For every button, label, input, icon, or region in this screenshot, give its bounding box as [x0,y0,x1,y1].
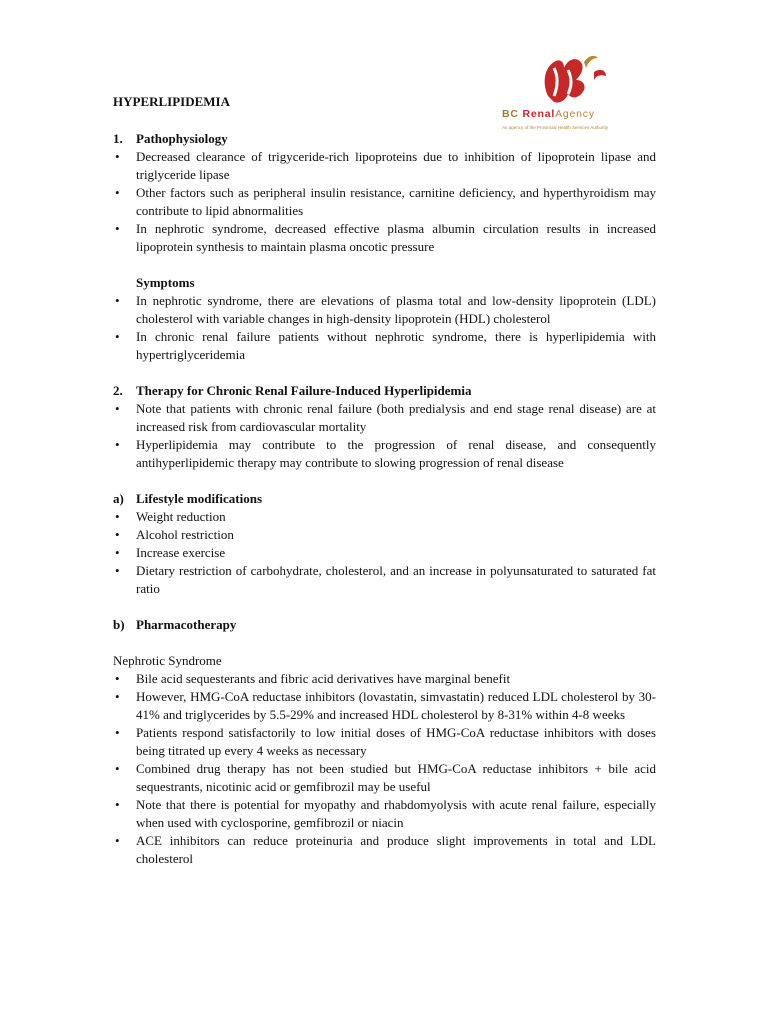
logo-tagline: An agency of the Provincial Health Services Authority [502,125,609,130]
list-item: • Note that there is potential for myopathy and rhabdomyolysis with acute renal failure, especially when used with cyclosporine, gemfibrozil or niacin [113,796,656,832]
list-item: • Bile acid sequesterants and fibric acid derivatives have marginal benefit [113,670,656,688]
list-item: • Patients respond satisfactorily to low initial doses of HMG-CoA reductase inhibitors with doses being titrated up every 4 weeks as necessary [113,724,656,760]
logo-wordmark: BC RenalAgency [502,108,595,120]
nephrotic-syndrome-subheading: Nephrotic Syndrome [113,653,222,668]
therapy-list [113,400,656,472]
section-heading-therapy: 2. Therapy for Chronic Renal Failure-Induced Hyperlipidemia [113,383,472,398]
list-item: • Weight reduction [113,508,656,526]
pathophysiology-list [113,148,656,256]
list-item: • Dietary restriction of carbohydrate, cholesterol, and an increase in polyunsaturated to saturated fat ratio [113,562,656,598]
symptoms-list [113,292,656,364]
list-item: • In chronic renal failure patients without nephrotic syndrome, there is hyperlipidemia with hypertriglyceridemia [113,328,656,364]
document-title: HYPERLIPIDEMIA [113,94,231,109]
section-heading-pathophysiology: 1. Pathophysiology [113,131,228,146]
lifestyle-list [113,508,656,598]
list-item: • Hyperlipidemia may contribute to the progression of renal disease, and consequently antihyperlipidemic therapy may contribute to slowing progression of renal disease [113,436,656,472]
list-item: • Alcohol restriction [113,526,656,544]
list-item: • Increase exercise [113,544,656,562]
list-item: • In nephrotic syndrome, there are elevations of plasma total and low-density lipoprotein (LDL) cholesterol with variable changes in high-density lipoprotein (HDL) cholesterol [113,292,656,328]
list-item: • Combined drug therapy has not been studied but HMG-CoA reductase inhibitors + bile acid sequestrants, nicotinic acid or gemfibrozil may be useful [113,760,656,796]
pharmacotherapy-list [113,670,656,868]
section-heading-lifestyle: a) Lifestyle modifications [113,491,263,506]
list-item: • In nephrotic syndrome, decreased effective plasma albumin circulation results in increased lipoprotein synthesis to maintain plasma oncotic pressure [113,220,656,256]
list-item: • However, HMG-CoA reductase inhibitors (lovastatin, simvastatin) reduced LDL cholesterol by 30-41% and triglycerides by 5.5-29% and increased HDL cholesterol by 8-31% within 4-8 weeks [113,688,656,724]
list-item: • ACE inhibitors can reduce proteinuria and produce slight improvements in total and LDL cholesterol [113,832,656,868]
section-heading-pharmacotherapy: b) Pharmacotherapy [113,617,237,632]
document-body [113,93,656,868]
list-item: • Note that patients with chronic renal failure (both predialysis and end stage renal disease) are at increased risk from cardiovascular mortality [113,400,656,436]
symptoms-heading: Symptoms [136,275,195,290]
list-item: • Other factors such as peripheral insulin resistance, carnitine deficiency, and hyperthyroidism may contribute to lipid abnormalities [113,184,656,220]
list-item: • Decreased clearance of trigyceride-rich lipoproteins due to inhibition of lipoprotein lipase and triglyceride lipase [113,148,656,184]
